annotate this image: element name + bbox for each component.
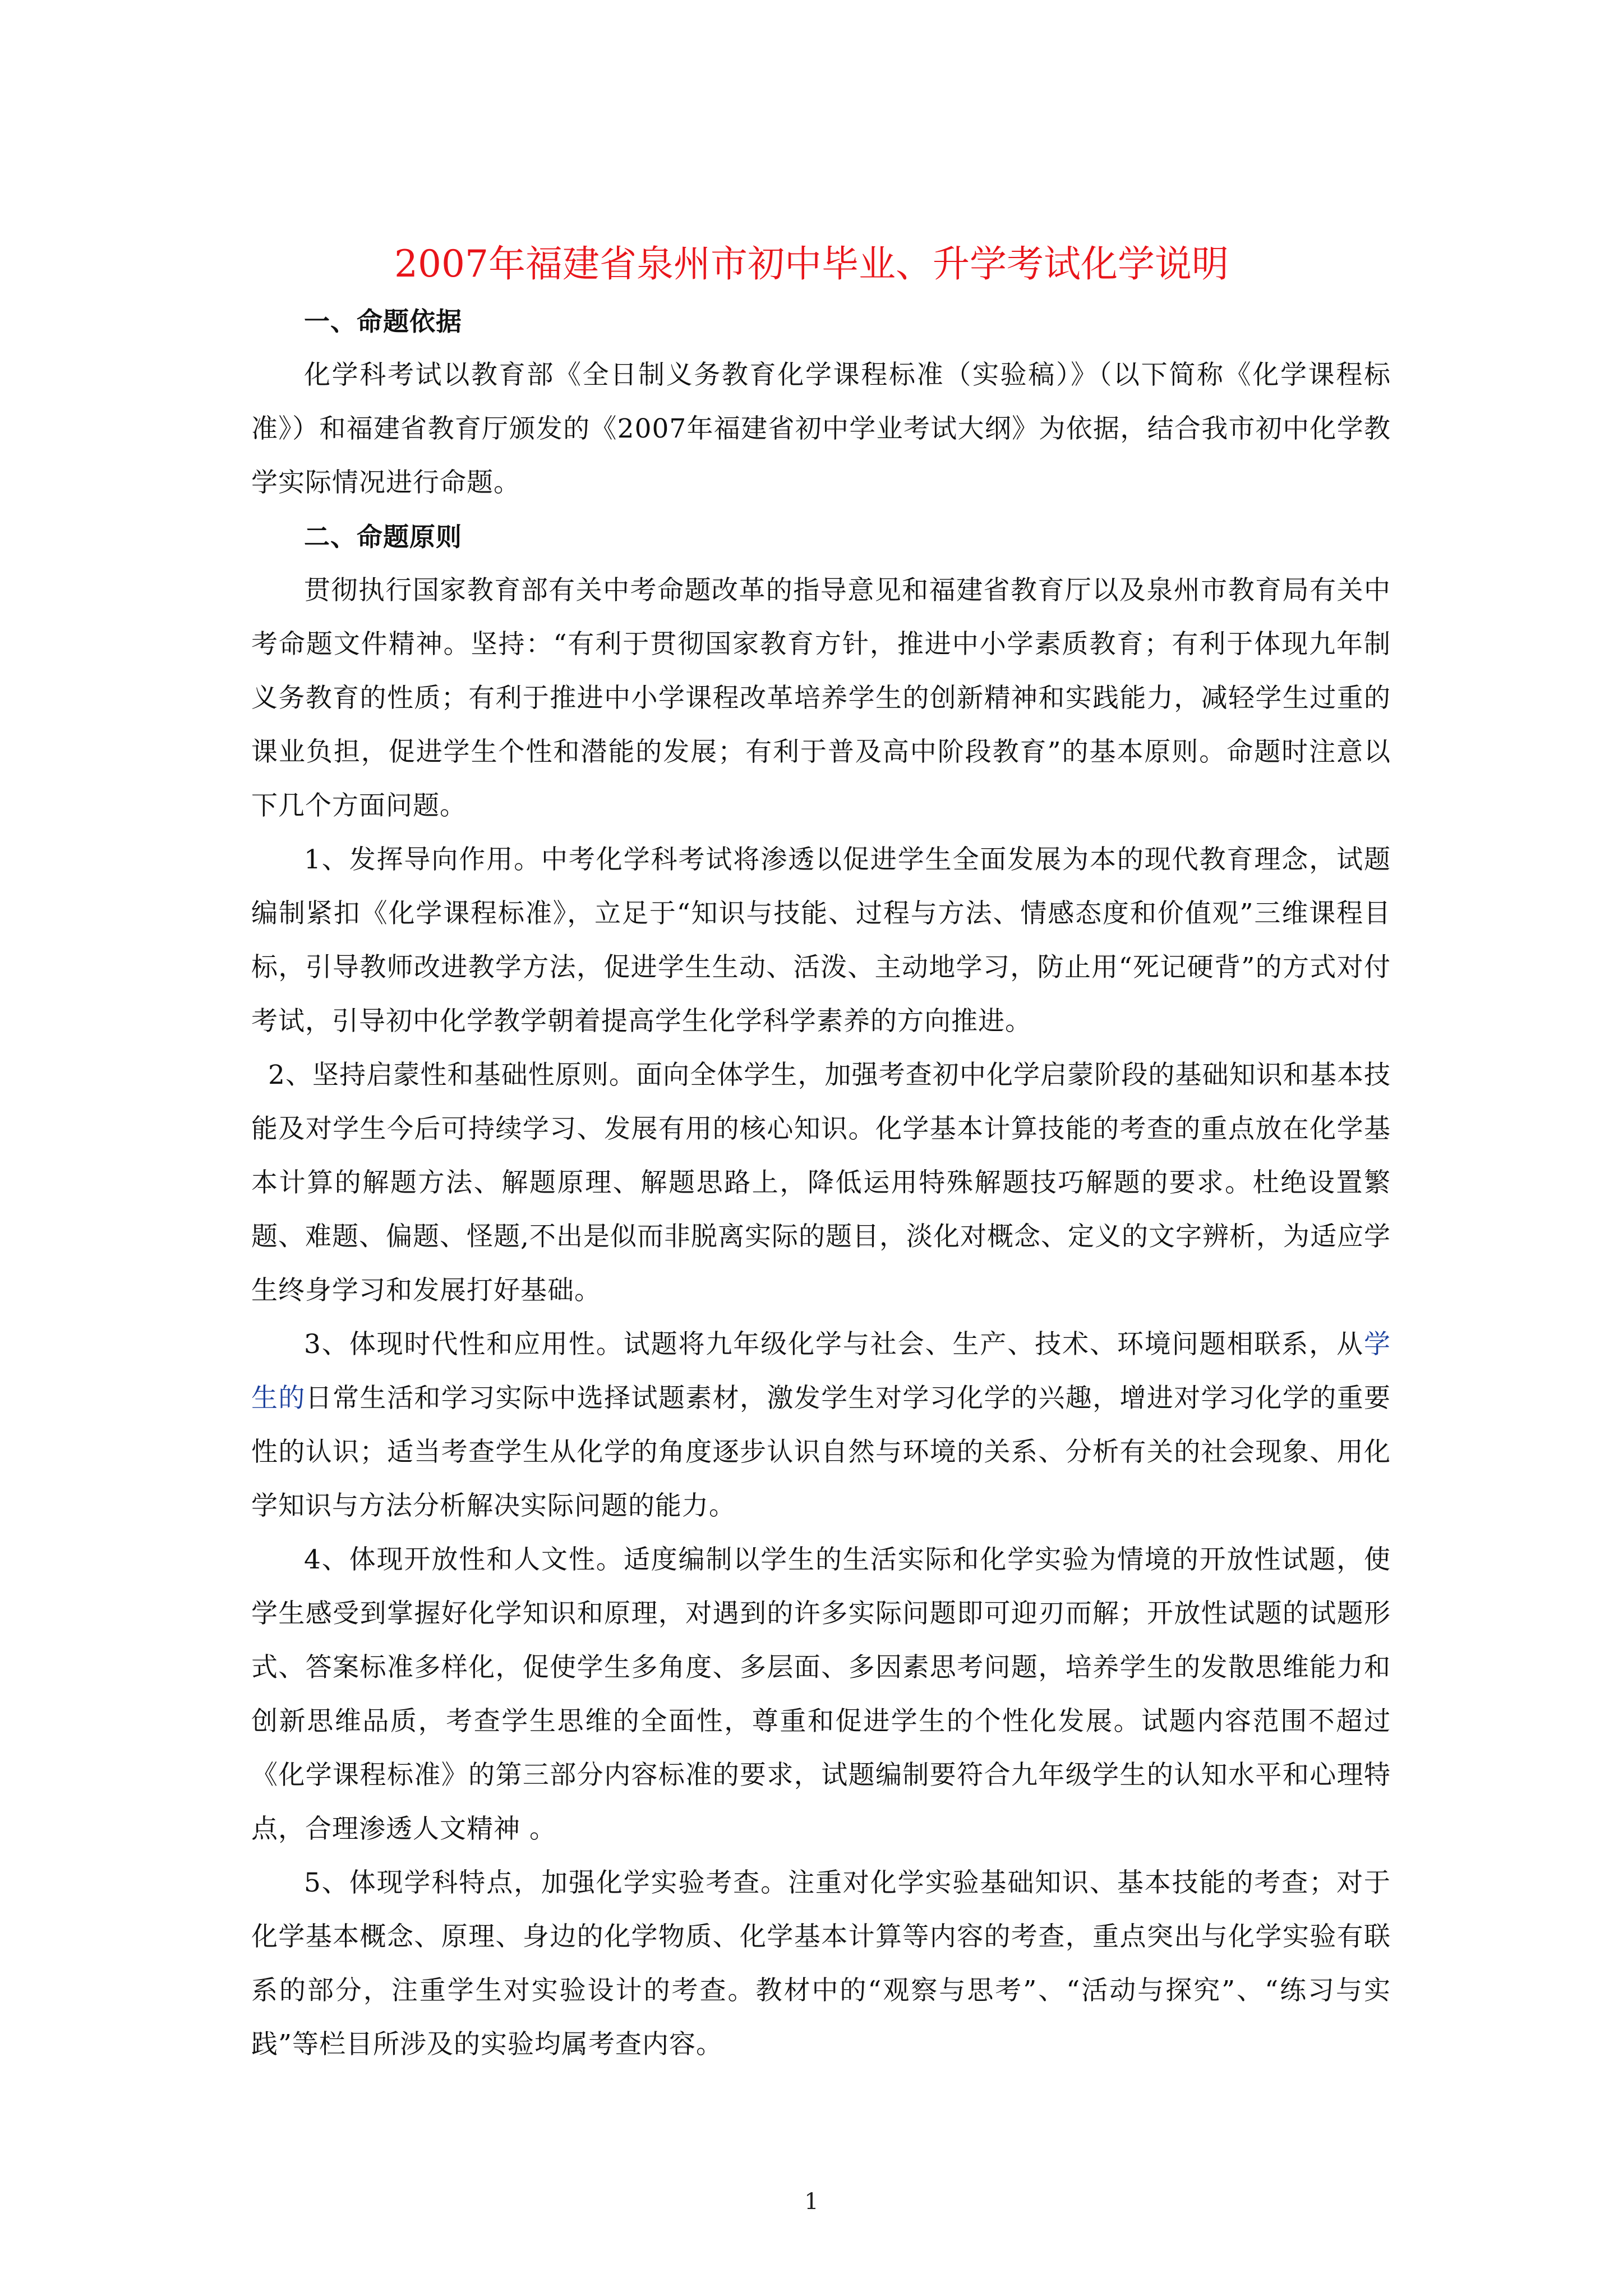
section-heading-principles: 二、命题原则 [304,522,462,552]
document-body [251,295,1391,2072]
paragraph-principle-5: 5、体现学科特点，加强化学实验考查。注重对化学实验基础知识、基本技能的考查；对于化学基本概念、原理、身边的化学物质、化学基本计算等内容的考查，重点突出与化学实验有联系的部分，注重学生对实验设计的考查。教材中的“观察与思考”、“活动与探究”、“练习与实践”等栏目所涉及的实验均属考查内容。 [251,1867,1391,2060]
principle-3-text-start: 3、体现时代性和应用性。试题将九年级化学与社会、生产、技术、环境问题相联系，从 [304,1329,1364,1360]
paragraph-principle-3 [251,1318,1391,1533]
paragraph-principle-2: 2、坚持启蒙性和基础性原则。面向全体学生，加强考查初中化学启蒙阶段的基础知识和基本技能及对学生今后可持续学习、发展有用的核心知识。化学基本计算技能的考查的重点放在化学基本计算的解题方法、解题原理、解题思路上，降低运用特殊解题技巧解题的要求。杜绝设置繁题、难题、偏题、怪题,不出是似而非脱离实际的题目，淡化对概念、定义的文字辨析，为适应学生终身学习和发展打好基础。 [251,1060,1391,1306]
paragraph-principle-1: 1、发挥导向作用。中考化学科考试将渗透以促进学生全面发展为本的现代教育理念，试题编制紧扣《化学课程标准》，立足于“知识与技能、过程与方法、情感态度和价值观”三维课程目标，引导教师改进教学方法，促进学生生动、活泼、主动地学习，防止用“死记硬背”的方式对付考试，引导初中化学教学朝着提高学生化学科学素养的方向推进。 [251,844,1391,1037]
document-title: 2007年福建省泉州市初中毕业、升学考试化学说明 [394,242,1229,286]
principle-3-text-end: 日常生活和学习实际中选择试题素材，激发学生对学习化学的兴趣，增进对学习化学的重要性的认识；适当考查学生从化学的角度逐步认识自然与环境的关系、分析有关的社会现象、用化学知识与方法分析解决实际问题的能力。 [251,1383,1391,1521]
paragraph-principle-4: 4、体现开放性和人文性。适度编制以学生的生活实际和化学实验为情境的开放性试题，使学生感受到掌握好化学知识和原理，对遇到的许多实际问题即可迎刃而解；开放性试题的试题形式、答案标准多样化，促使学生多角度、多层面、多因素思考问题，培养学生的发散思维能力和创新思维品质，考查学生思维的全面性，尊重和促进学生的个性化发展。试题内容范围不超过《化学课程标准》的第三部分内容标准的要求，试题编制要符合九年级学生的认知水平和心理特点，合理渗透人文精神 。 [251,1544,1391,1844]
principle-3-highlight: 学生的 [251,1329,1391,1414]
paragraph-principles-intro: 贯彻执行国家教育部有关中考命题改革的指导意见和福建省教育厅以及泉州市教育局有关中考命题文件精神。坚持：“有利于贯彻国家教育方针，推进中小学素质教育；有利于体现九年制义务教育的性质；有利于推进中小学课程改革培养学生的创新精神和实践能力，减轻学生过重的课业负担，促进学生个性和潜能的发展；有利于普及高中阶段教育”的基本原则。命题时注意以下几个方面问题。 [251,575,1391,821]
page-number: 1 [804,2189,819,2215]
section-heading-basis: 一、命题依据 [304,306,462,337]
paragraph-basis: 化学科考试以教育部《全日制义务教育化学课程标准（实验稿）》（以下简称《化学课程标准》）和福建省教育厅颁发的《2007年福建省初中学业考试大纲》为依据，结合我市初中化学教学实际情况进行命题。 [251,360,1391,498]
